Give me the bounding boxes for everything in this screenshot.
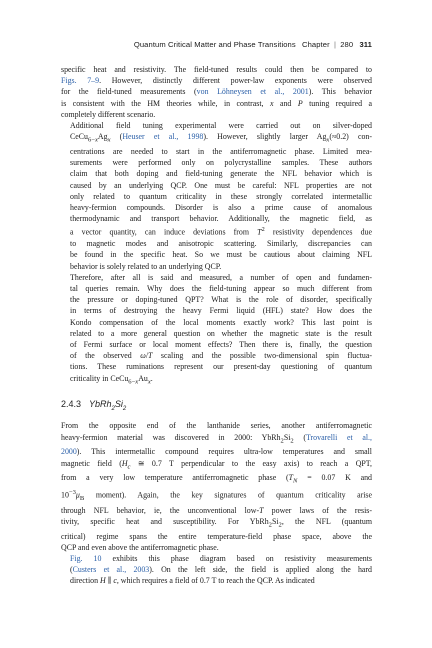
text-line: $10^{-3}\mu_B$ moment). Again, the key signatures of quantum criticality arise [61, 489, 372, 503]
text-line: Therefore, after all is said and measured, a number of open and fundamen- [70, 272, 372, 282]
text-line: heavy-fermion material was discovered in 2000: $YbRh_2Si_2$ (Trovarelli et al., [61, 432, 372, 445]
text-line: heavy-fermion compounds. Disorder is also a prime cause of anomalous [70, 203, 372, 213]
header-separator: | [333, 40, 337, 49]
section-title: $YbRh_2Si_2$ [89, 399, 127, 413]
text-line: tal queries remain. Why does the field-tuning appear so much different from [70, 284, 372, 294]
text-line: specific heat and resistivity. The field-tuned results could then be compared to [61, 65, 372, 74]
section-number: 2.4.3 [61, 399, 82, 410]
text-line: From the opposite end of the lanthanide series, another antiferromagnetic [61, 421, 372, 431]
text-line: tions. These ruminations represent our present-day questioning of quantum [70, 362, 372, 372]
text-line: from a very low temperature antiferromagnetic phase ($T_N = 0.07$ K and [61, 473, 372, 486]
text-line: Figs. 7–9. However, distinctly different power-law exponents were observed [61, 76, 372, 86]
text-line: of Fermi surface or local moment effects? Then there is, finally, the question [70, 340, 372, 350]
text-line: through NFL behavior, ie, the unconventional low-T power laws of the resis- [61, 505, 372, 515]
running-title: Quantum Critical Matter and Phase Transitions [133, 40, 296, 49]
page-body [61, 64, 372, 587]
text-line: of the observed ω/T scaling and the possible two-dimensional spin fluctua- [70, 351, 372, 361]
paragraph-5 [61, 553, 372, 587]
text-line: caused by an underlying QCP. One must be careful: NFL properties are not [70, 180, 372, 190]
chapter-label: Chapter [302, 40, 330, 49]
text-line: to magnetic modes and anisotropic scattering. Similarly, discrepancies can [70, 239, 372, 249]
citation-link[interactable]: Trovarelli et al., [306, 432, 372, 442]
text-line: the pressure or doping-tuned QPT? What is the role of disorder, specifically [70, 295, 372, 305]
text-line: (Custers et al., 2003). On the left side, the field is applied along the hard [70, 565, 372, 575]
text-line: Fig. 10 exhibits this phase diagram based on resistivity measurements [70, 554, 372, 564]
text-line: $CeCu_{6-x}Ag_x$ (Heuser et al., 1998). However, slightly larger $Ag_x(\approx 0.2)$ con- [70, 132, 372, 144]
section-heading [61, 399, 372, 415]
text-line: direction H ∥ c, which requires a field of 0.7 T to reach the QCP. As indicated [70, 576, 315, 586]
text-line: tivity, specific heat and susceptibility. For $YbRh_2Si_2$, the NFL (quantum [61, 516, 372, 529]
paragraph-2 [61, 120, 372, 272]
text-line: is consistent with the HM theories while, in contrast, x and P tuning required a [61, 98, 372, 108]
paragraph-3 [61, 272, 372, 388]
citation-link[interactable]: Figs. 7–9 [61, 76, 100, 86]
page-number: 311 [359, 40, 372, 49]
text-line: behavior is solely related to an underlying QCP. [70, 261, 222, 271]
citation-link[interactable]: 2000 [61, 447, 77, 457]
citation-link[interactable]: Heuser et al., 1998 [122, 132, 204, 142]
text-line: critical) regime spans the entire temperature-field phase space, above the [61, 531, 372, 541]
citation-link[interactable]: Fig. 10 [70, 554, 102, 564]
text-line: only related to quantum criticality in these strongly correlated intermetallic [70, 191, 372, 201]
text-line: a vector quantity, can induce deviations from $T^2$ resistivity dependences due [70, 226, 372, 238]
text-line: 2000). This intermetallic compound requires ultra-low temperatures and small [61, 447, 372, 457]
citation-link[interactable]: Custers et al., 2003 [72, 565, 150, 575]
chapter-number: 280 [340, 40, 354, 49]
text-line: completely different scenario. [61, 109, 156, 119]
text-line: QCP and even above the antiferromagnetic phase. [61, 542, 219, 552]
text-line: for the field-tuned measurements (von Löhneysen et al., 2001). This behavior [61, 87, 372, 97]
text-line: centrations are needed to start in the antiferromagnetic phase. Limited mea- [70, 147, 372, 156]
paragraph-4 [61, 420, 372, 553]
text-line: thermodynamic and transport behavior. Additionally, the magnetic field, as [70, 214, 372, 224]
running-header [118, 40, 372, 49]
text-line: related to a more general question on whether the magnetic state is the result [70, 328, 372, 338]
text-line: claim that both doping and field-tuning generate the NFL behavior which is [70, 169, 372, 179]
text-line: be found in the specific heat. So we must be cautious about claiming NFL [70, 250, 372, 260]
text-line: Kondo compensation of the local moments exactly work? This last point is [70, 317, 372, 327]
text-line: in terms of destroying the heavy Fermi liquid (HFL) state? How does the [70, 306, 372, 316]
text-line: magnetic field ($H_c$ ≅ 0.7 T perpendicular to the easy axis) to reach a QPT, [61, 458, 372, 471]
paragraph-1 [61, 64, 372, 120]
text-line: criticality in $CeCu_{6-x}Au_x$. [70, 373, 153, 386]
citation-link[interactable]: von Löhneysen et al., 2001 [196, 87, 309, 97]
text-line: Additional field tuning experimental were carried out on silver-doped [70, 121, 372, 131]
text-line: surements were performed only on polycrystalline samples. These authors [70, 158, 372, 168]
